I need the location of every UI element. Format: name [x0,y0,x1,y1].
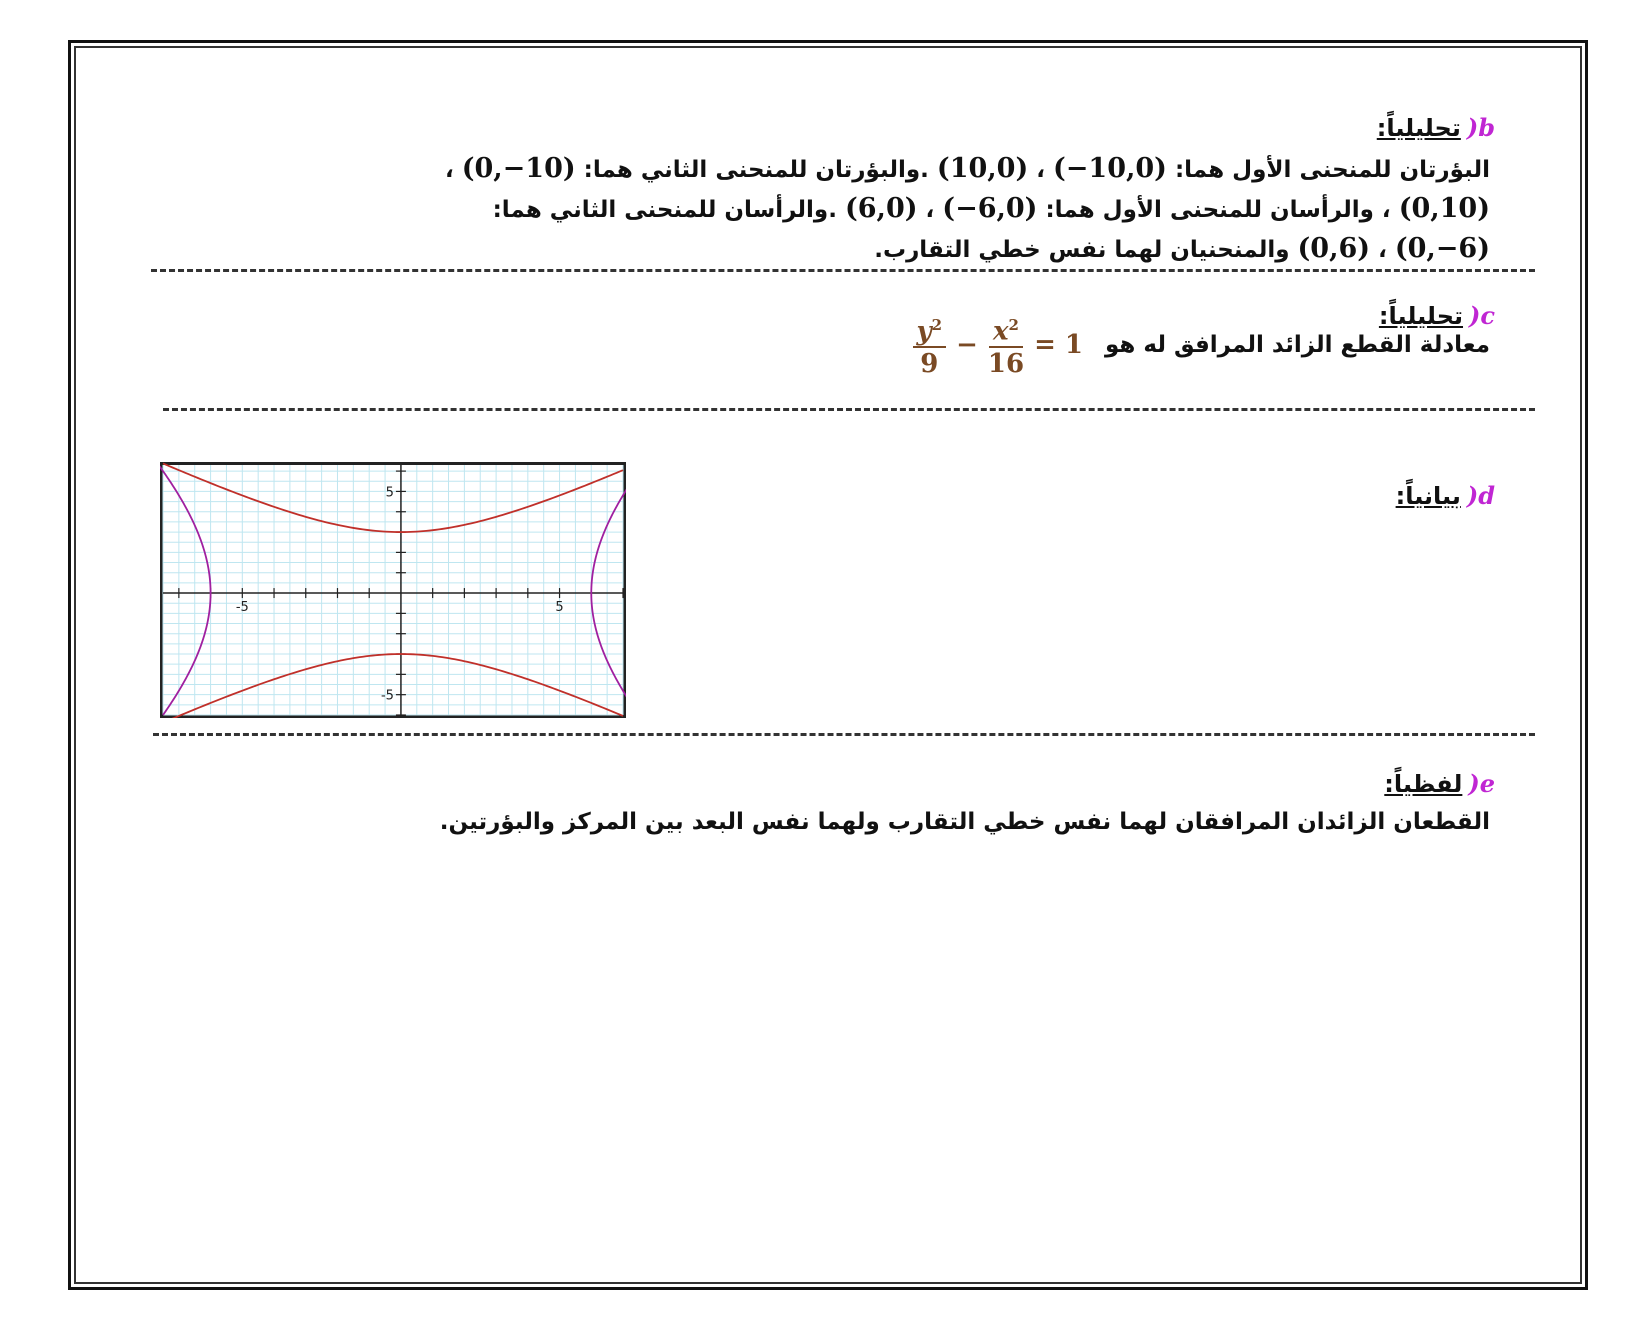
section-e-letter: e [1479,769,1495,798]
point-0-neg6: (0,−6) [1394,233,1490,264]
fraction-y: $\frac{y^2}{9}$ [913,310,947,381]
section-b-title: تحليلياً: [1376,114,1461,142]
point-10-0: (10,0) [936,153,1029,184]
divider-1 [151,269,1535,272]
point-0-neg10: (0,−10) [461,153,576,184]
point-neg10-0: (−10,0) [1053,153,1167,184]
point-neg6-0: (−6,0) [942,193,1038,224]
section-d-title: بيانياً: [1395,482,1461,510]
asymptotes-text: والمنحنيان لهما نفس خطي التقارب. [874,237,1290,263]
conjugate-equation-row [909,315,1490,380]
section-c-heading: c(تحليلياً: [1378,301,1495,330]
section-b-letter: b [1478,113,1495,142]
section-d-letter: d [1478,481,1495,510]
vertices-second-text: .والرأسان للمنحنى الثاني هما: [492,197,837,223]
tick-label-y-5: 5 [385,485,394,501]
section-e-heading: e(لفظياً: [1384,769,1495,798]
hyperbola-graph [160,462,626,718]
tick-label-x-neg5: -5 [235,600,249,616]
section-c-letter: c [1480,301,1495,330]
equation: $\frac{y^2}{9}$ − $\frac{x^2}{16}$ = 1 [909,310,1089,381]
fraction-x: $\frac{x^2}{16}$ [988,310,1024,381]
tick-label-y-neg5: -5 [380,688,394,704]
foci-first-text: البؤرتان للمنحنى الأول هما: [1174,157,1490,183]
section-b-line-2 [493,193,1490,224]
tick-label-x-5: 5 [555,600,564,616]
point-6-0: (6,0) [844,193,918,224]
separator: ، [444,157,454,183]
divider-2 [163,408,1535,411]
section-b-heading: b(تحليلياً: [1376,113,1495,142]
section-e-title: لفظياً: [1384,770,1463,798]
section-c-title: تحليلياً: [1378,302,1464,330]
point-0-10: (0,10) [1398,193,1490,224]
point-0-6: (0,6) [1297,233,1371,264]
separator: ، [925,197,935,223]
section-d-heading: d(بيانياً: [1395,481,1495,510]
foci-second-text: .والبؤرتان للمنحنى الثاني هما: [583,157,929,183]
section-e-text: القطعان الزائدان المرافقان لهما نفس خطي التقارب ولهما نفس البعد بين المركز والبؤرتين. [439,809,1490,835]
separator: ، [1378,237,1387,263]
divider-3 [153,733,1535,736]
section-b-line-3 [874,233,1490,264]
conjugate-equation-text: معادلة القطع الزائد المرافق له هو [1105,332,1490,358]
section-b-line-1 [445,153,1490,184]
vertices-first-text: ، والرأسان للمنحنى الأول هما: [1045,197,1391,223]
separator: ، [1036,157,1045,183]
